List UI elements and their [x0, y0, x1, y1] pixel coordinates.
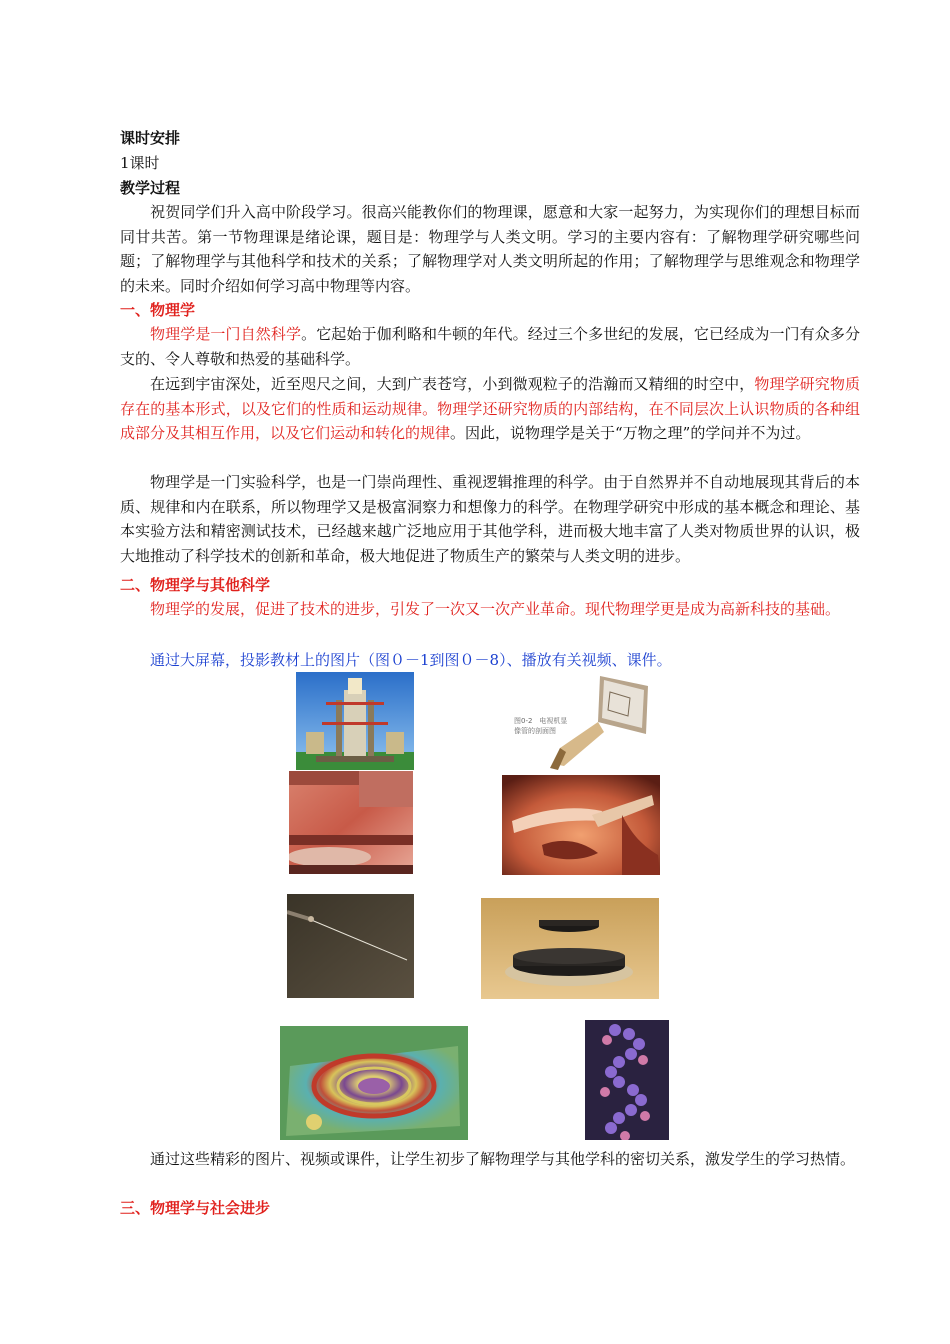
process-title: 教学过程: [120, 179, 181, 197]
part1-p2-b: 。因此，说物理学是关于“万物之理”的学问并不为过。: [450, 424, 811, 443]
rocket-launch-image: [296, 672, 414, 770]
schedule-value: 1课时: [120, 154, 160, 172]
laser-machining-image: [289, 771, 413, 874]
part1-p2-red2: 在不同层次上认识物质的各种组成部分及其相互作用，以及它们运动和转化的规律: [120, 399, 860, 443]
part1-p2-a: 在远到宇宙深处，近至咫尺之间，大到广表苍穹，小到微观粒子的浩瀚而又精细的时空中，: [150, 375, 755, 393]
intro-paragraph: 祝贺同学们升入高中阶段学习。很高兴能教你们的物理课，愿意和大家一起努力，为实现你们的理想目标而同甘共苦。第一节物理课是绪论课，题目是：物理学与人类文明。学习的主要内容有：了解物理学研究哪些问题；了解物理学与其他科学和技术的关系；了解物理学对人类文明所起的作用；了解物理学与思维观念和物理学的未来。同时介绍如何学习高中物理等内容。: [120, 203, 860, 295]
part1-heading: 一、物理学: [120, 301, 196, 319]
part1-paragraph-1: [120, 322, 860, 371]
part2-heading: 二、物理学与其他科学: [120, 576, 271, 594]
part1-p2-red1: 物理学研究物质存在的基本形式，以及它们的性质和运动规律。物理学还研究物质的内部结构，: [120, 375, 860, 418]
optical-fiber-image: [287, 894, 414, 998]
dna-helix-image: [585, 1020, 669, 1140]
crt-tube-image: [500, 672, 650, 772]
part2-paragraph-2: 通过大屏幕，投影教材上的图片（图０－1到图０－8）、播放有关视频、课件。: [150, 651, 672, 669]
part1-p1-highlight: 物理学是一门自然科学: [150, 325, 302, 343]
part1-paragraph-3: 物理学是一门实验科学，也是一门崇尚理性、重视逻辑推理的科学。由于自然界并不自动地展现其背后的本质、规律和内在联系，所以物理学又是极富洞察力和想像力的科学。在物理学研究中形成的基本概念和理论、基本实验方法和精密测试技术，已经越来越广泛地应用于其他学科，进而极大地丰富了人类对物质世界的认识，极大地推动了科学技术的创新和革命，极大地促进了物质生产的繁荣与人类文明的进步。: [120, 473, 860, 565]
part2-paragraph-1: 物理学的发展，促进了技术的进步，引发了一次又一次产业革命。现代物理学更是成为高新科技的基础。: [150, 600, 841, 618]
part2-paragraph-3: 通过这些精彩的图片、视频或课件，让学生初步了解物理学与其他学科的密切关系，激发学生的学习热情。: [150, 1150, 856, 1168]
crt-figure-caption: 图0-2 电视机显像管的剖面图: [514, 717, 568, 735]
quantum-corral-image: [280, 1026, 468, 1140]
surgery-image: [502, 775, 660, 875]
part1-p1-rest: 。它起始于伽利略和牛顿的年代。经过三个多世纪的发展，它已经成为一门有众多分支的、令人尊敬和热爱的基础科学。: [120, 325, 860, 368]
part3-heading: 三、物理学与社会进步: [120, 1199, 271, 1217]
superconducting-levitation-image: [481, 898, 659, 999]
schedule-title: 课时安排: [120, 129, 181, 147]
part1-paragraph-2: [120, 372, 860, 446]
